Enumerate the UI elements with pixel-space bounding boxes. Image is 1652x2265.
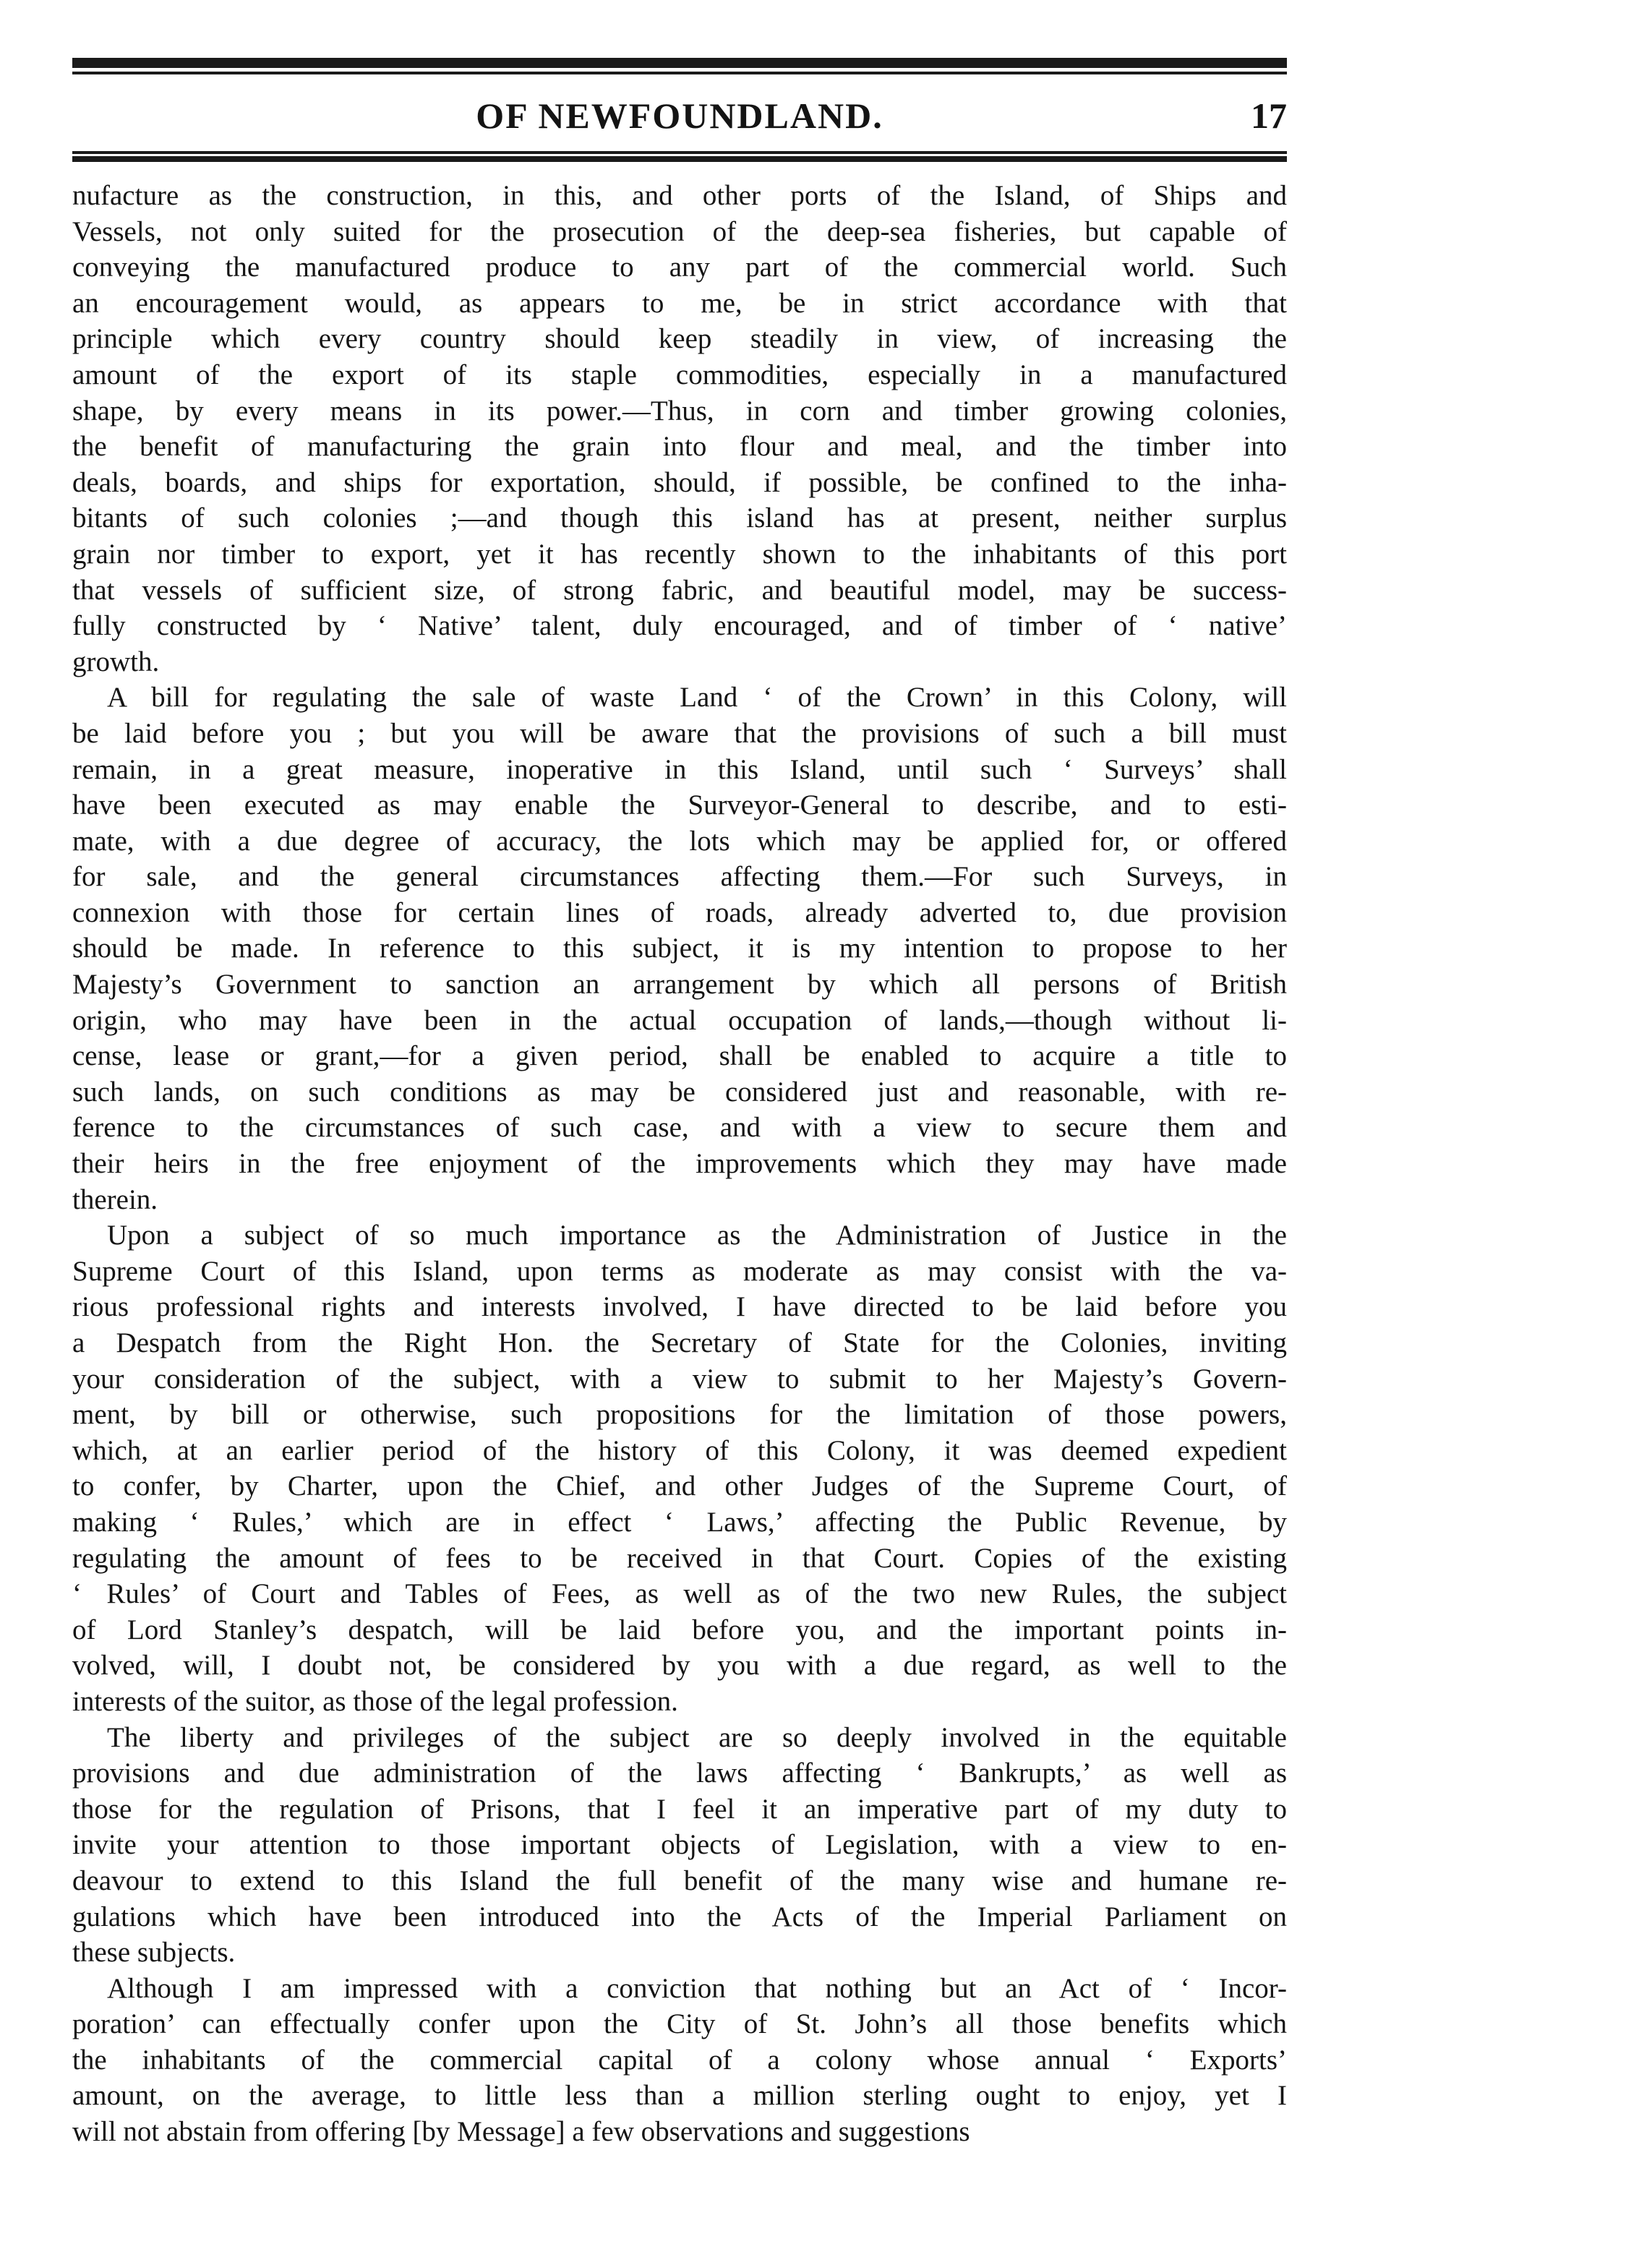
text-line: Although I am impressed with a conviction that nothing but an Act of ‘ Incor- <box>107 1972 1287 2004</box>
text-line: a Despatch from the Right Hon. the Secretary of State for the Colonies, inviting <box>72 1327 1287 1358</box>
text-line: origin, who may have been in the actual occupation of lands,—though without li- <box>72 1004 1287 1036</box>
paragraph <box>72 680 1287 1217</box>
text-line: The liberty and privileges of the subject are so deeply involved in the equitable <box>107 1721 1287 1753</box>
text-line: Supreme Court of this Island, upon terms as moderate as may consist with the va- <box>72 1255 1287 1287</box>
paragraph <box>72 1217 1287 1719</box>
text-line: principle which every country should keep steadily in view, of increasing the <box>72 323 1287 355</box>
text-line: will not abstain from offering [by Message] a few observations and suggestions <box>72 2116 970 2148</box>
text-line: those for the regulation of Prisons, that I feel it an imperative part of my duty to <box>72 1793 1287 1825</box>
text-line: Vessels, not only suited for the prosecution of the deep-sea fisheries, but capable of <box>72 215 1287 247</box>
running-title: OF NEWFOUNDLAND. <box>476 95 883 136</box>
text-line: amount, on the average, to little less than a million sterling ought to enjoy, yet I <box>72 2080 1287 2112</box>
header-rule-top <box>72 58 1287 68</box>
text-line: your consideration of the subject, with a view to submit to her Majesty’s Govern- <box>72 1363 1287 1395</box>
text-line: deals, boards, and ships for exportation, should, if possible, be confined to the inha- <box>72 466 1287 498</box>
text-line: which, at an earlier period of the history of this Colony, it was deemed expedient <box>72 1434 1287 1466</box>
text-line: making ‘ Rules,’ which are in effect ‘ Laws,’ affecting the Public Revenue, by <box>72 1506 1287 1538</box>
text-line: growth. <box>72 646 160 677</box>
text-line: poration’ can effectually confer upon the City of St. John’s all those benefits which <box>72 2008 1287 2040</box>
text-line: Majesty’s Government to sanction an arrangement by which all persons of British <box>72 969 1287 1001</box>
text-line: invite your attention to those important objects of Legislation, with a view to en- <box>72 1829 1287 1861</box>
text-line: connexion with those for certain lines of roads, already adverted to, due provision <box>72 896 1287 928</box>
text-line: bitants of such colonies ;—and though this island has at present, neither surplus <box>72 502 1287 534</box>
text-line: that vessels of sufficient size, of strong fabric, and beautiful model, may be success- <box>72 574 1287 606</box>
text-line: these subjects. <box>72 1937 236 1969</box>
text-line: shape, by every means in its power.—Thus, in corn and timber growing colonies, <box>72 395 1287 427</box>
text-line: fully constructed by ‘ Native’ talent, duly encouraged, and of timber of ‘ native’ <box>72 610 1287 642</box>
text-line: for sale, and the general circumstances affecting them.—For such Surveys, in <box>72 861 1287 893</box>
text-line: mate, with a due degree of accuracy, the lots which may be applied for, or offered <box>72 825 1287 857</box>
text-line: an encouragement would, as appears to me, be in strict accordance with that <box>72 287 1287 319</box>
text-line: remain, in a great measure, inoperative in this Island, until such ‘ Surveys’ shall <box>72 753 1287 785</box>
text-line: nufacture as the construction, in this, and other ports of the Island, of Ships and <box>72 180 1287 211</box>
text-line: rious professional rights and interests involved, I have directed to be laid before you <box>72 1291 1287 1323</box>
header-rule-bottom <box>72 156 1287 162</box>
text-line: should be made. In reference to this subject, it is my intention to propose to her <box>72 933 1287 964</box>
text-line: grain nor timber to export, yet it has recently shown to the inhabitants of this port <box>72 538 1287 570</box>
text-line: ference to the circumstances of such case, and with a view to secure them and <box>72 1112 1287 1144</box>
text-line: amount of the export of its staple commodities, especially in a manufactured <box>72 359 1287 390</box>
book-page <box>72 58 1287 2150</box>
paragraph <box>72 1971 1287 2150</box>
text-line: conveying the manufactured produce to any part of the commercial world. Such <box>72 252 1287 283</box>
text-line: ‘ Rules’ of Court and Tables of Fees, as well as of the two new Rules, the subject <box>72 1578 1287 1610</box>
text-line: cense, lease or grant,—for a given period, shall be enabled to acquire a title to <box>72 1040 1287 1072</box>
text-line: regulating the amount of fees to be received in that Court. Copies of the existing <box>72 1542 1287 1574</box>
text-line: A bill for regulating the sale of waste Land ‘ of the Crown’ in this Colony, will <box>107 682 1287 714</box>
text-line: deavour to extend to this Island the full benefit of the many wise and humane re- <box>72 1864 1287 1896</box>
text-line: to confer, by Charter, upon the Chief, and other Judges of the Supreme Court, of <box>72 1470 1287 1502</box>
paragraph <box>72 178 1287 680</box>
text-line: interests of the suitor, as those of the legal profession. <box>72 1685 678 1717</box>
text-line: therein. <box>72 1183 158 1215</box>
text-line: their heirs in the free enjoyment of the improvements which they may have made <box>72 1148 1287 1180</box>
text-line: Upon a subject of so much importance as the Administration of Justice in the <box>107 1220 1287 1251</box>
text-line: of Lord Stanley’s despatch, will be laid before you, and the important points in- <box>72 1614 1287 1645</box>
text-line: provisions and due administration of the laws affecting ‘ Bankrupts,’ as well as <box>72 1757 1287 1789</box>
text-line: be laid before you ; but you will be aware that the provisions of such a bill must <box>72 717 1287 749</box>
paragraph <box>72 1720 1287 1971</box>
text-line: the benefit of manufacturing the grain into flour and meal, and the timber into <box>72 431 1287 463</box>
body-text <box>72 178 1287 2150</box>
text-line: gulations which have been introduced into the Acts of the Imperial Parliament on <box>72 1901 1287 1932</box>
text-line: have been executed as may enable the Surveyor-General to describe, and to esti- <box>72 789 1287 821</box>
text-line: volved, will, I doubt not, be considered by you with a due regard, as well to the <box>72 1650 1287 1682</box>
running-head <box>72 74 1287 151</box>
text-line: such lands, on such conditions as may be considered just and reasonable, with re- <box>72 1076 1287 1108</box>
text-line: the inhabitants of the commercial capital of a colony whose annual ‘ Exports’ <box>72 2044 1287 2076</box>
page-number: 17 <box>1251 95 1287 136</box>
text-line: ment, by bill or otherwise, such propositions for the limitation of those powers, <box>72 1399 1287 1431</box>
header-rule-bottom-thin <box>72 151 1287 154</box>
